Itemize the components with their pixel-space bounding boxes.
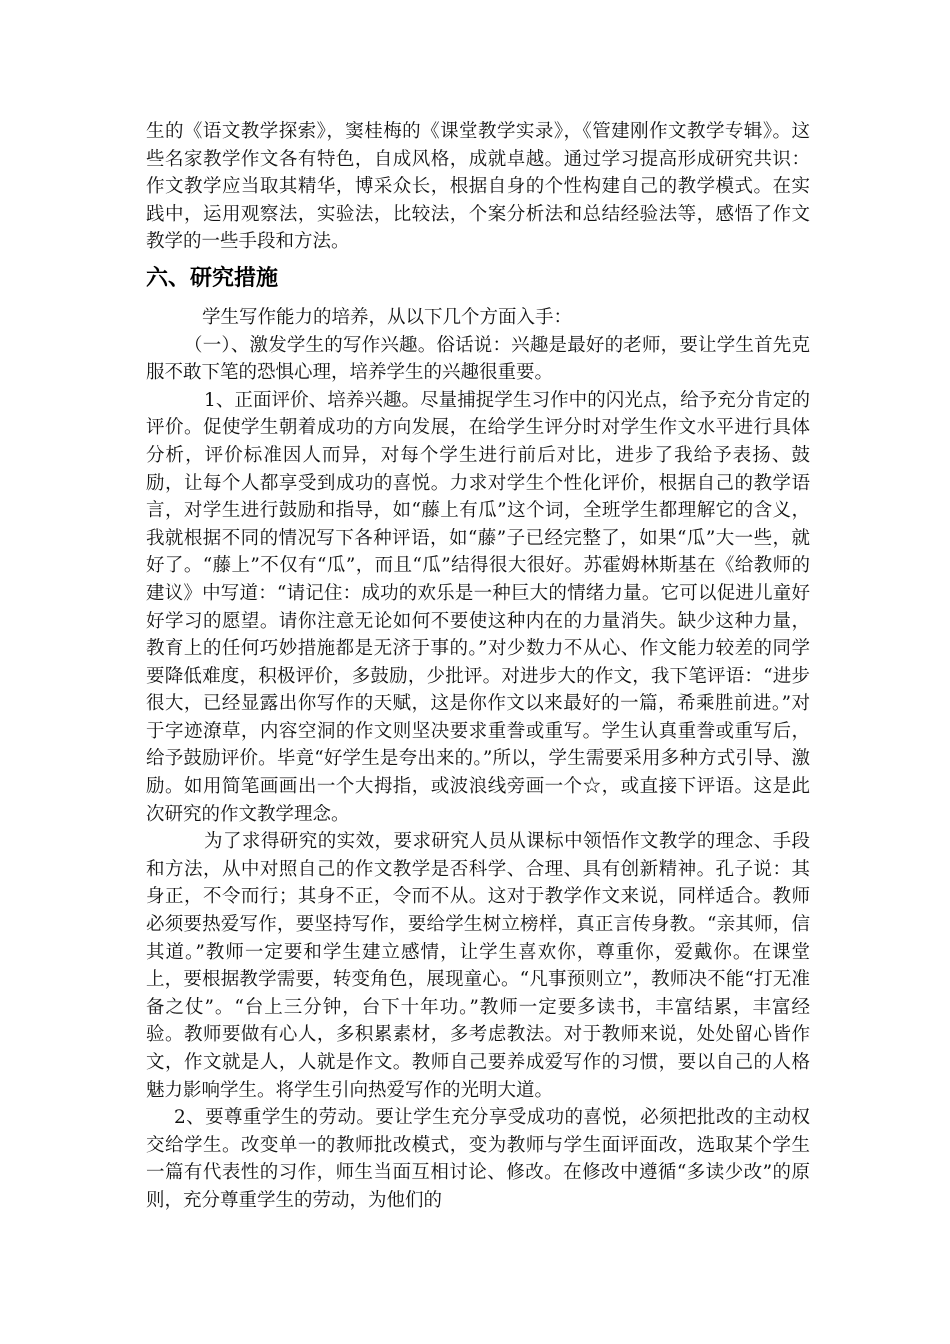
paragraph-lead: 学生写作能力的培养，从以下几个方面入手： bbox=[202, 306, 573, 328]
paragraph-part1: （一）、激发学生的写作兴趣。俗话说：兴趣是最好的老师，要让学生首先克服不敢下笔的恐惧心理，培养学生的兴趣很重要。 bbox=[146, 334, 810, 384]
paragraph-item2: 2、要尊重学生的劳动。要让学生充分享受成功的喜悦，必须把批改的主动权交给学生。改变单一的教师批改模式，变为教师与学生面评面改，选取某个学生一篇有代表性的习作，师生当面互相讨论、修改。在修改中遵循“多读少改”的原则，充分尊重学生的劳动，为他们的 bbox=[146, 1107, 810, 1211]
paragraph-intro: 生的《语文教学探索》，窦桂梅的《课堂教学实录》，《管建刚作文教学专辑》。这些名家教学作文各有特色，自成风格，成就卓越。通过学习提高形成研究共识：作文教学应当取其精华，博采众长，根据自身的个性构建自己的教学模式。在实践中，运用观察法，实验法，比较法，个案分析法和总结经验法等，感悟了作文教学的一些手段和方法。 bbox=[146, 121, 810, 253]
paragraph-teacher: 为了求得研究的实效，要求研究人员从课标中领悟作文教学的理念、手段和方法，从中对照自己的作文教学是否科学、合理、具有创新精神。孔子说：其身正，不令而行；其身不正，令而不从。这对于教学作文来说，同样适合。教师必须要热爱写作，要坚持写作，要给学生树立榜样，真正言传身教。“亲其师，信其道。”教师一定要和学生建立感情，让学生喜欢你，尊重你，爱戴你。在课堂上，要根据教学需要，转变角色，展现童心。“凡事预则立”，教师决不能“打无准备之仗”。“台上三分钟，台下十年功。”教师一定要多读书，丰富结累，丰富经验。教师要做有心人，多积累素材，多考虑教法。对于教师来说，处处留心皆作文，作文就是人，人就是作文。教师自己要养成爱写作的习惯，要以自己的人格魅力影响学生。将学生引向热爱写作的光明大道。 bbox=[146, 831, 810, 1101]
section-heading: 六、研究措施 bbox=[146, 265, 279, 291]
paragraph-item1: 1、正面评价、培养兴趣。尽量捕捉学生习作中的闪光点，给予充分肯定的评价。促使学生朝着成功的方向发展，在给学生评分时对学生作文水平进行具体分析，评价标准因人而异，对每个学生进行前后对比，进步了我给予表扬、鼓励，让每个人都享受到成功的喜悦。力求对学生个性化评价，根据自己的教学语言，对学生进行鼓励和指导，如“藤上有瓜”这个词，全班学生都理解它的含义，我就根据不同的情况写下各种评语，如“藤”子已经完整了，如果“瓜”大一些，就好了。“藤上”不仅有“瓜”，而且“瓜”结得很大很好。苏霍姆林斯基在《给教师的建议》中写道：“请记住：成功的欢乐是一种巨大的情绪力量。它可以促进儿童好好学习的愿望。请你注意无论如何不要使这种内在的力量消失。缺少这种力量，教育上的任何巧妙措施都是无济于事的。”对少数力不从心、作文能力较差的同学要降低难度，积极评价，多鼓励，少批评。对进步大的作文，我下笔评语：“进步很大，已经显露出你写作的天赋，这是你作文以来最好的一篇，希乘胜前进。”对于字迹潦草，内容空洞的作文则坚决要求重誊或重写。学生认真重誊或重写后，给予鼓励评价。毕竟“好学生是夸出来的。”所以，学生需要采用多种方式引导、激励。如用简笔画画出一个大拇指，或波浪线旁画一个☆，或直接下评语。这是此次研究的作文教学理念。 bbox=[146, 389, 810, 825]
document-body bbox=[146, 118, 810, 1215]
